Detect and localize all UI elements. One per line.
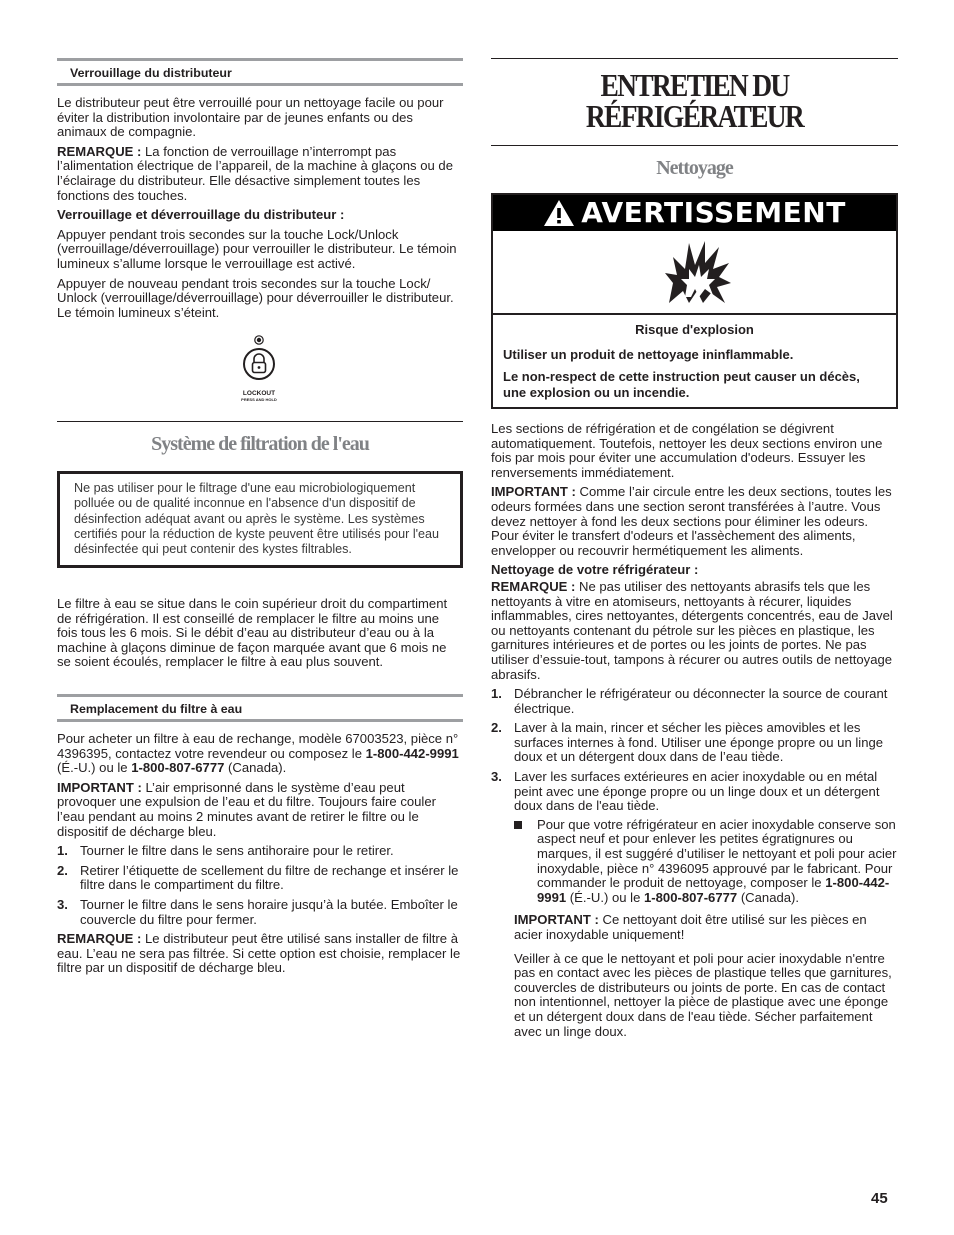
- warning-body: [493, 315, 896, 407]
- replace-remark: REMARQUE : Le distributeur peut être utilisé sans installer de filtre à eau. L’eau ne sera pas filtrée. Si cette option est choisie, remplacer le filtre par un dispositif de décharge bleu.: [57, 931, 461, 976]
- steel-important: IMPORTANT : Ce nettoyant doit être utilisé sur les pièces en acier inoxydable uniquement!: [514, 912, 867, 942]
- page-number: 45: [871, 1190, 888, 1207]
- warning-risk: Risque d'explosion: [635, 322, 754, 337]
- list-item: 2. Laver à la main, rincer et sécher les pièces amovibles et les surfaces internes à fond. Utiliser une éponge propre ou un linge doux et un détergent doux dans de l’eau tiède.: [491, 720, 884, 765]
- steel-care-paragraph: Veiller à ce que le nettoyant et poli pour acier inoxydable n'entre pas en contact avec les pièces de plastique telles que garnitures, couvercles de distributeurs ou joints de porte. En cas de contact non intentionnel, nettoyer la pièce de plastique avec une éponge et un détergent doux dans de l'eau tiède. Sécher parfaitement avec un linge doux.: [514, 950, 892, 1039]
- step-3-details: [491, 818, 898, 1039]
- replace-section-header: Remplacement du filtre à eau: [57, 694, 463, 722]
- lock-intro: Le distributeur peut être verrouillé pour un nettoyage facile ou pour éviter la distribution involontaire par de jeunes enfants ou des animaux de compagnie.: [57, 95, 444, 140]
- replace-purchase-paragraph: Pour acheter un filtre à eau de rechange, modèle 67003523, pièce n° 4396395, contactez votre revendeur ou composez le 1-800-442-9991 (É.-U.) ou le 1-800-807-6777 (Canada).: [57, 731, 459, 776]
- list-item: 3. Laver les surfaces extérieures en acier inoxydable ou en métal peint avec une éponge propre ou un linge doux et un détergent doux dans de l'eau tiède.: [491, 769, 880, 814]
- replace-section: [57, 694, 463, 981]
- cleaning-steps: [491, 687, 898, 814]
- page-title: ENTRETIEN DU RÉFRIGÉRATEUR: [585, 67, 804, 134]
- lock-section-header: Verrouillage du distributeur: [57, 58, 463, 86]
- filter-note-box: Ne pas utiliser pour le filtrage d'une eau microbiologiquement polluée ou de qualité inconnue en l'absence d'un dispositif de désinfection adéquat avant ou après le système. Les systèmes certifiés pour la réduction de kyste peuvent être utilisés pour l'eau désinfectée qui peut contenir des kystes filtrables.: [57, 471, 463, 568]
- top-rule: [491, 58, 898, 59]
- cleaning-important: IMPORTANT : Comme l’air circule entre les deux sections, toutes les odeurs formées dans une section seront transférées à l’autre. Vous devez nettoyer à fond les deux sections pour éliminer les odeurs. Pour éviter le transfert d'odeurs et l'assèchement des aliments, envelopper ou recouvrir hermétiquement les aliments.: [491, 484, 892, 558]
- cleaning-subheading: Nettoyage de votre réfrigérateur :: [491, 562, 699, 578]
- warning-header: [493, 195, 896, 231]
- lock-subheading: Verrouillage et déverrouillage du distributeur :: [57, 207, 345, 223]
- replace-important: IMPORTANT : L’air emprisonné dans le système d’eau peut provoquer une expulsion de l’eau et du filtre. Toujours faire couler l’eau pendant au moins 2 minutes avant de retirer le filtre ou le dispositif de décharge bleu.: [57, 779, 436, 839]
- title-rule: [491, 145, 898, 146]
- list-item: 1. Tourner le filtre dans le sens antihoraire pour le retirer.: [57, 843, 394, 859]
- lock-instructions: Appuyer pendant trois secondes sur la touche Lock/Unlock (verrouillage/déverrouillage) pour verrouiller le distributeur. Le témoin lumineux s’allume lorsque le verrouillage est activé.: [57, 226, 457, 271]
- filter-section-title: Système de filtration de l'eau: [151, 433, 369, 455]
- section-divider: [57, 421, 463, 422]
- lock-remark: REMARQUE : La fonction de verrouillage n’interrompt pas l’alimentation électrique de l’appareil, de la machine à glaçons ou de l’éclairage du distributeur. Elle désactive simplement toutes les fonctions des touches.: [57, 143, 453, 203]
- section-title-nettoyage: Nettoyage: [656, 157, 733, 179]
- cleaning-content: [491, 422, 898, 1044]
- lockout-sublabel: PRESS AND HOLD: [241, 396, 277, 402]
- lockout-icon: [237, 334, 281, 402]
- bullet-square-icon: [514, 821, 522, 829]
- warning-line-2: Le non-respect de cette instruction peut causer un décès, une explosion ou un incendie.: [503, 369, 860, 400]
- list-item: 2. Retirer l’étiquette de scellement du filtre de rechange et insérer le filtre dans le compartiment du filtre.: [57, 862, 459, 893]
- lockout-label: LOCKOUT: [242, 389, 276, 397]
- explosion-icon: [663, 239, 733, 305]
- list-item: Pour que votre réfrigérateur en acier inoxydable conserve son aspect neuf et pour enlever les petites égratignures ou marques, il est suggéré d’utiliser le nettoyant et poli pour acier inoxydable, pièce n° 4396095 approuvé par le fabricant. Pour commander le produit de nettoyage, composer le 1-800-442-9991 (É.-U.) ou le 1-800-807-6777 (Canada).: [514, 818, 898, 906]
- list-item: 1. Débrancher le réfrigérateur ou déconnecter la source de courant électrique.: [491, 686, 888, 716]
- lock-icon: [237, 334, 281, 386]
- warning-label: AVERTISSEMENT: [581, 195, 846, 229]
- warning-line-1: Utiliser un produit de nettoyage ininflammable.: [503, 347, 794, 362]
- replace-steps: [57, 844, 463, 927]
- list-item: 3. Tourner le filtre dans le sens horaire jusqu’à la butée. Emboîter le couvercle du filtre pour fermer.: [57, 896, 458, 927]
- cleaning-remark: REMARQUE : Ne pas utiliser des nettoyants abrasifs tels que les nettoyants à vitre en atomiseurs, nettoyants à récurer, liquides inflammables, cires nettoyantes, détergents concentrés, eau de Javel ou nettoyants contenant du pétrole sur les pièces en plastique, les garnitures intérieures et de portes ou les joints de portes. Ne pas utiliser d’essuie-tout, tampons à récurer ou autres outils de nettoyage abrasifs.: [491, 578, 893, 682]
- warning-box: [491, 193, 898, 409]
- unlock-instructions: Appuyer de nouveau pendant trois secondes sur la touche Lock/ Unlock (verrouillage/déverrouillage) pour déverrouiller le distributeur. Le témoin lumineux s’éteint.: [57, 275, 454, 320]
- warning-icon-area: [493, 231, 896, 315]
- lock-section: [57, 58, 463, 325]
- cleaning-intro: Les sections de réfrigération et de congélation se dégivrent automatiquement. Toutefois, nettoyer les deux sections environ une fois par mois pour éviter une accumulation d'odeurs. Essuyer les renversements immédiatement.: [491, 421, 883, 480]
- warning-triangle-icon: [543, 199, 575, 227]
- filter-location-paragraph: Le filtre à eau se situe dans le coin supérieur droit du compartiment de réfrigération. Il est conseillé de remplacer le filtre au moins une fois tous les 6 mois. Si le débit d’eau au distributeur d’eau ou à la machine à glaçons diminue de façon marquée avant que 6 mois ne se soient écoulés, remplacer le filtre à eau plus souvent.: [57, 596, 448, 670]
